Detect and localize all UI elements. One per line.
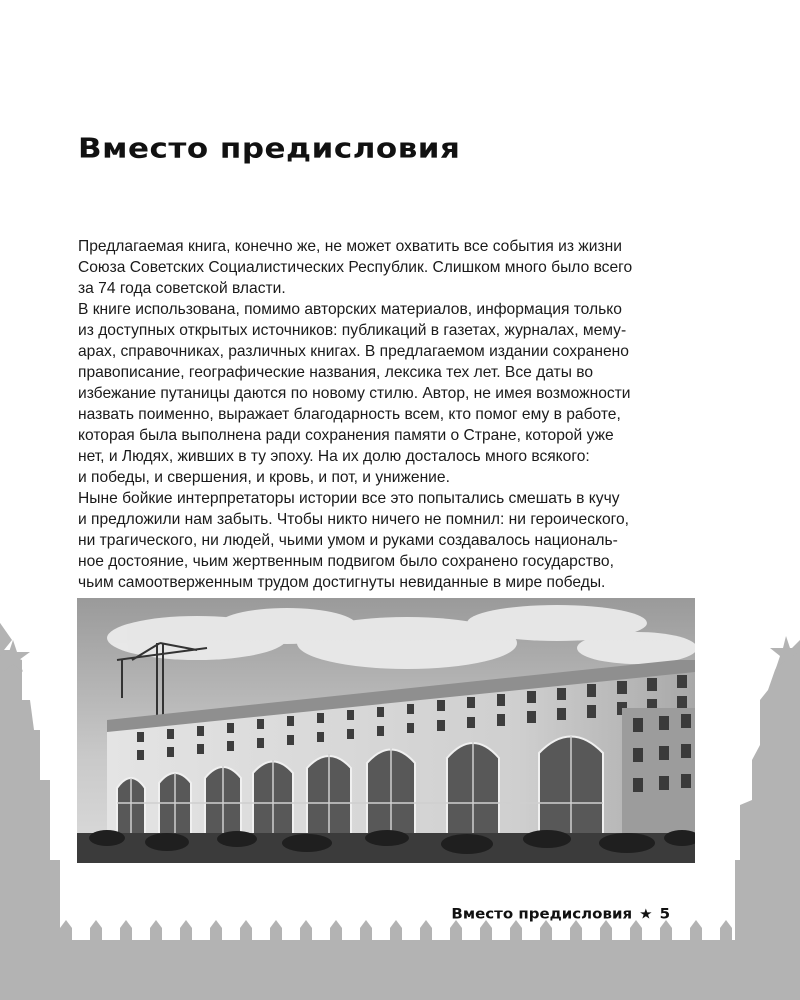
footer-section-title: Вместо предисловия	[451, 905, 633, 923]
page-title: Вместо предисловия	[78, 133, 461, 165]
text-line: из доступных открытых источников: публикаций в газетах, журналах, мему-	[78, 322, 627, 339]
text-line: правописание, географические названия, лексика тех лет. Все даты во	[78, 364, 594, 381]
text-line: чьим самоотверженным трудом достигнуты невиданные в мире победы.	[78, 574, 606, 591]
text-line: назвать поименно, выражает благодарность всем, кто помог ему в работе,	[78, 406, 621, 423]
page-footer	[451, 906, 670, 923]
text-line: нет, и Людях, живших в ту эпоху. На их долю досталось много всякого:	[78, 448, 590, 465]
text-line: ное достояние, чьим жертвенным подвигом было сохранено государство,	[78, 553, 614, 570]
text-line: В книге использована, помимо авторских материалов, информация только	[78, 301, 622, 318]
text-line: за 74 года советской власти.	[78, 280, 286, 297]
text-line: избежание путаницы даются по новому стилю. Автор, не имея возможности	[78, 385, 631, 402]
text-line: и предложили нам забыть. Чтобы никто ничего не помнил: ни героического,	[78, 511, 630, 528]
text-line: и победы, и свершения, и кровь, и пот, и унижение.	[78, 469, 450, 486]
text-line: арах, справочниках, различных книгах. В предлагаемом издании сохранено	[78, 343, 629, 360]
text-line: Ныне бойкие интерпретаторы истории все это попытались смешать в кучу	[78, 490, 620, 507]
building-photo	[77, 598, 695, 863]
text-line: Предлагаемая книга, конечно же, не может охватить все события из жизни	[78, 238, 622, 255]
body-text	[78, 236, 718, 593]
page-number: 5	[659, 905, 670, 923]
text-line: Союза Советских Социалистических Республик. Слишком много было всего	[78, 259, 633, 276]
text-line: которая была выполнена ради сохранения памяти о Стране, которой уже	[78, 427, 614, 444]
star-icon: ★	[639, 905, 653, 923]
building-photo-icon	[77, 598, 695, 863]
text-line: ни трагического, ни людей, чьими умом и руками создавалось националь-	[78, 532, 618, 549]
